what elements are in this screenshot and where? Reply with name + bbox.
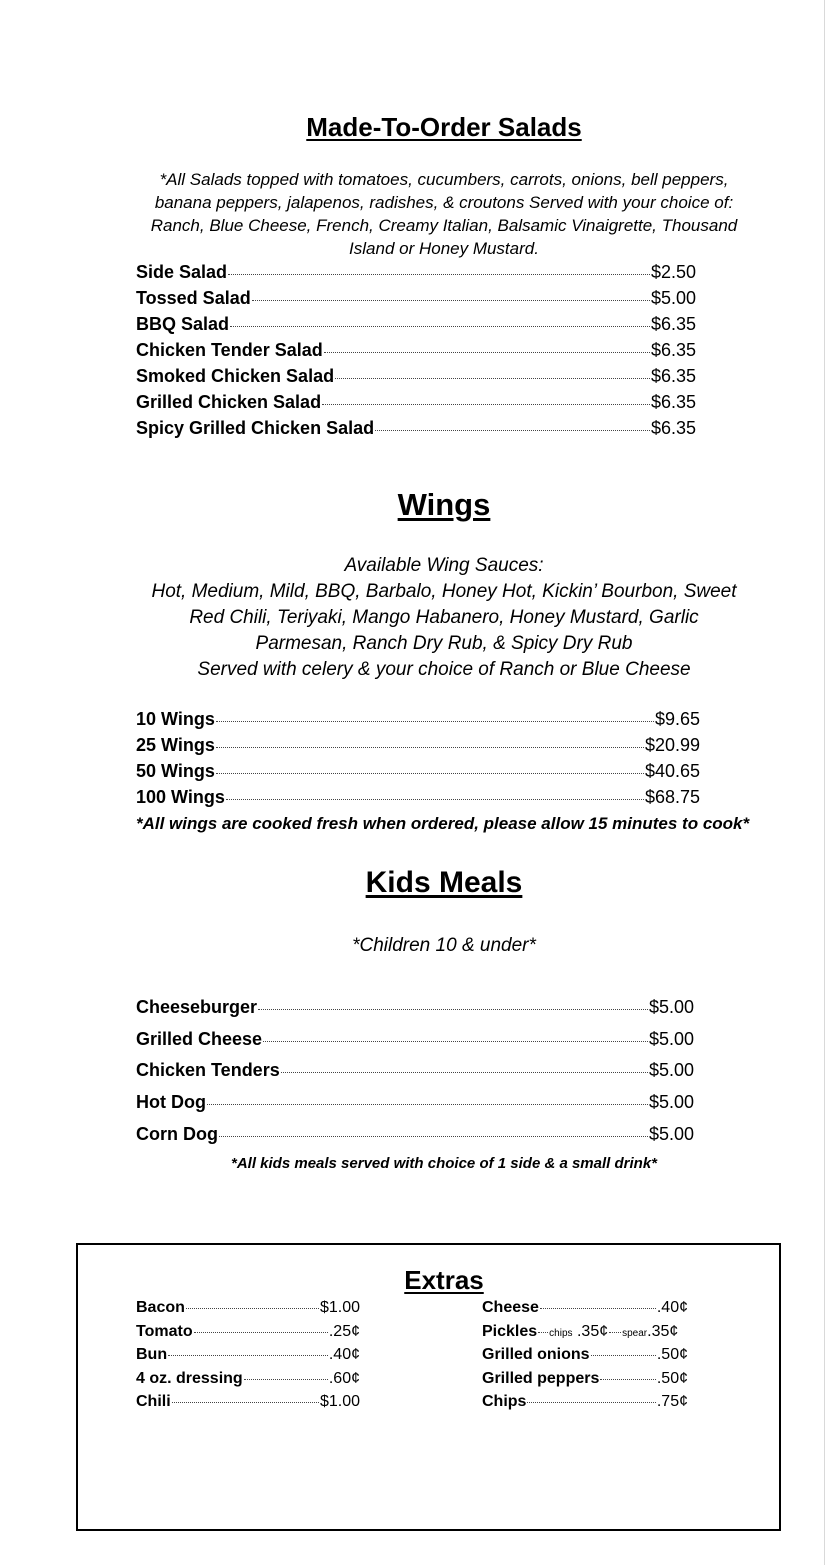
menu-item: [136, 997, 694, 1029]
salads-list: [136, 262, 696, 444]
description-line: Ranch, Blue Cheese, French, Creamy Italian, Balsamic Vinaigrette, Thousand: [150, 216, 738, 235]
salads-description: [140, 168, 748, 260]
item-name: Smoked Chicken Salad: [136, 366, 335, 386]
extras-heading: Extras: [404, 1265, 484, 1295]
description-line: Hot, Medium, Mild, BBQ, Barbalo, Honey Hot, Kickin’ Bourbon, Sweet: [151, 581, 737, 602]
menu-item: [136, 1346, 360, 1370]
menu-item: [136, 1029, 694, 1061]
leader-dots: [281, 1072, 648, 1073]
wings-description: [136, 553, 752, 683]
item-name: Grilled peppers: [482, 1369, 600, 1387]
menu-item: [136, 314, 696, 340]
leader-dots: [172, 1402, 319, 1403]
menu-item: [136, 262, 696, 288]
item-price: $5.00: [648, 1028, 694, 1049]
menu-item: [136, 761, 700, 787]
item-price: .60¢: [328, 1369, 360, 1387]
item-name: Tossed Salad: [136, 288, 251, 308]
leader-dots: [207, 1104, 648, 1105]
menu-item: [136, 366, 696, 392]
leader-dots: [186, 1308, 319, 1309]
item-price: $6.35: [650, 418, 696, 438]
item-name: Chicken Tenders: [136, 1060, 280, 1081]
item-price: $5.00: [648, 1092, 694, 1113]
item-price: $1.00: [319, 1299, 360, 1316]
leader-dots: [322, 404, 650, 405]
menu-item: [136, 392, 696, 418]
menu-item: [482, 1299, 688, 1323]
wings-note: *All wings are cooked fresh when ordered, please allow 15 minutes to cook*: [136, 814, 750, 833]
menu-item-pickles: [482, 1323, 688, 1347]
leader-dots: [335, 378, 650, 379]
leader-dots: [258, 1009, 648, 1010]
item-name: Side Salad: [136, 262, 228, 282]
item-name: 10 Wings: [136, 709, 215, 729]
leader-dots: [527, 1402, 655, 1403]
item-name: Bacon: [136, 1299, 185, 1316]
item-name: 25 Wings: [136, 735, 215, 755]
item-price: $6.35: [650, 392, 696, 412]
item-price: $6.35: [650, 366, 696, 386]
item-name: Cheeseburger: [136, 997, 258, 1017]
wings-heading: Wings: [397, 487, 491, 522]
menu-item: [482, 1393, 688, 1417]
item-name: Pickles: [482, 1322, 538, 1340]
kids-note: *All kids meals served with choice of 1 side & a small drink*: [231, 1155, 657, 1172]
menu-item: [136, 1092, 694, 1124]
kids-list: [136, 997, 694, 1155]
leader-dots: [230, 326, 650, 327]
leader-dots: [609, 1332, 621, 1333]
leader-dots: [538, 1332, 548, 1333]
item-name: 4 oz. dressing: [136, 1369, 243, 1387]
page-edge: [824, 0, 825, 1565]
leader-dots: [228, 274, 650, 275]
leader-dots: [226, 799, 644, 800]
pickles-chips-label: chips: [549, 1327, 573, 1339]
kids-subtitle: *Children 10 & under*: [352, 935, 536, 956]
item-price: $20.99: [644, 735, 700, 755]
description-line: Parmesan, Ranch Dry Rub, & Spicy Dry Rub: [255, 633, 633, 654]
item-price: $2.50: [650, 262, 696, 282]
menu-item: [136, 735, 700, 761]
description-line: Red Chili, Teriyaki, Mango Habanero, Honey Mustard, Garlic: [189, 607, 699, 628]
menu-item: [136, 1060, 694, 1092]
item-name: Grilled Chicken Salad: [136, 392, 322, 412]
wings-list: [136, 709, 700, 813]
description-line: banana peppers, jalapenos, radishes, & croutons Served with your choice of:: [154, 193, 734, 212]
leader-dots: [194, 1332, 328, 1333]
leader-dots: [244, 1379, 328, 1380]
description-line: Island or Honey Mustard.: [349, 239, 539, 258]
item-price: $1.00: [319, 1393, 360, 1410]
item-name: BBQ Salad: [136, 314, 230, 334]
item-price: .50¢: [656, 1346, 688, 1363]
description-line: *All Salads topped with tomatoes, cucumbers, carrots, onions, bell peppers,: [159, 170, 729, 189]
leader-dots: [600, 1379, 655, 1380]
pickles-spear-label: spear: [622, 1327, 648, 1339]
menu-item: [482, 1370, 688, 1394]
leader-dots: [252, 300, 650, 301]
menu-item: [136, 1299, 360, 1323]
menu-item: [136, 418, 696, 444]
item-name: Bun: [136, 1346, 168, 1363]
salads-heading: Made-To-Order Salads: [306, 112, 582, 142]
pickles-chips-price: .35¢: [576, 1322, 609, 1340]
leader-dots: [216, 773, 644, 774]
item-price: $9.65: [654, 709, 700, 729]
menu-item: [136, 1393, 360, 1417]
extras-left-list: [136, 1299, 360, 1417]
leader-dots: [591, 1355, 656, 1356]
leader-dots: [263, 1041, 648, 1042]
item-price: .50¢: [656, 1369, 688, 1387]
item-price: $5.00: [648, 997, 694, 1017]
description-line: Available Wing Sauces:: [344, 555, 544, 576]
menu-item: [136, 709, 700, 735]
item-price: $68.75: [644, 787, 700, 807]
item-name: Chili: [136, 1393, 171, 1410]
kids-heading: Kids Meals: [365, 866, 523, 899]
menu-item: [482, 1346, 688, 1370]
item-name: Cheese: [482, 1299, 539, 1316]
extras-right-list: [482, 1299, 688, 1417]
pickles-spear-price: .35¢: [647, 1322, 679, 1340]
item-name: Chips: [482, 1393, 527, 1410]
description-line: Served with celery & your choice of Ranch or Blue Cheese: [197, 659, 691, 680]
menu-item: [136, 1124, 694, 1156]
item-price: $5.00: [648, 1123, 694, 1144]
menu-item: [136, 1323, 360, 1347]
item-name: Tomato: [136, 1322, 193, 1340]
leader-dots: [540, 1308, 656, 1309]
item-price: .75¢: [656, 1393, 688, 1410]
item-price: .40¢: [328, 1346, 360, 1363]
leader-dots: [219, 1136, 648, 1137]
item-price: $6.35: [650, 340, 696, 360]
leader-dots: [375, 430, 650, 431]
item-price: $6.35: [650, 314, 696, 334]
item-price: $5.00: [650, 288, 696, 308]
item-name: Grilled Cheese: [136, 1028, 263, 1049]
menu-item: [136, 340, 696, 366]
item-price: $40.65: [644, 761, 700, 781]
item-name: Hot Dog: [136, 1092, 206, 1113]
menu-item: [136, 288, 696, 314]
item-name: Corn Dog: [136, 1123, 218, 1144]
leader-dots: [216, 721, 654, 722]
menu-item: [136, 787, 700, 813]
item-price: $5.00: [648, 1060, 694, 1081]
item-price: .40¢: [656, 1299, 688, 1316]
leader-dots: [168, 1355, 328, 1356]
item-price: .25¢: [328, 1322, 360, 1340]
menu-item: [136, 1370, 360, 1394]
item-name: 100 Wings: [136, 787, 225, 807]
item-name: Chicken Tender Salad: [136, 340, 323, 360]
leader-dots: [216, 747, 644, 748]
item-name: Spicy Grilled Chicken Salad: [136, 418, 375, 438]
item-name: Grilled onions: [482, 1346, 590, 1363]
item-name: 50 Wings: [136, 761, 215, 781]
leader-dots: [324, 352, 650, 353]
